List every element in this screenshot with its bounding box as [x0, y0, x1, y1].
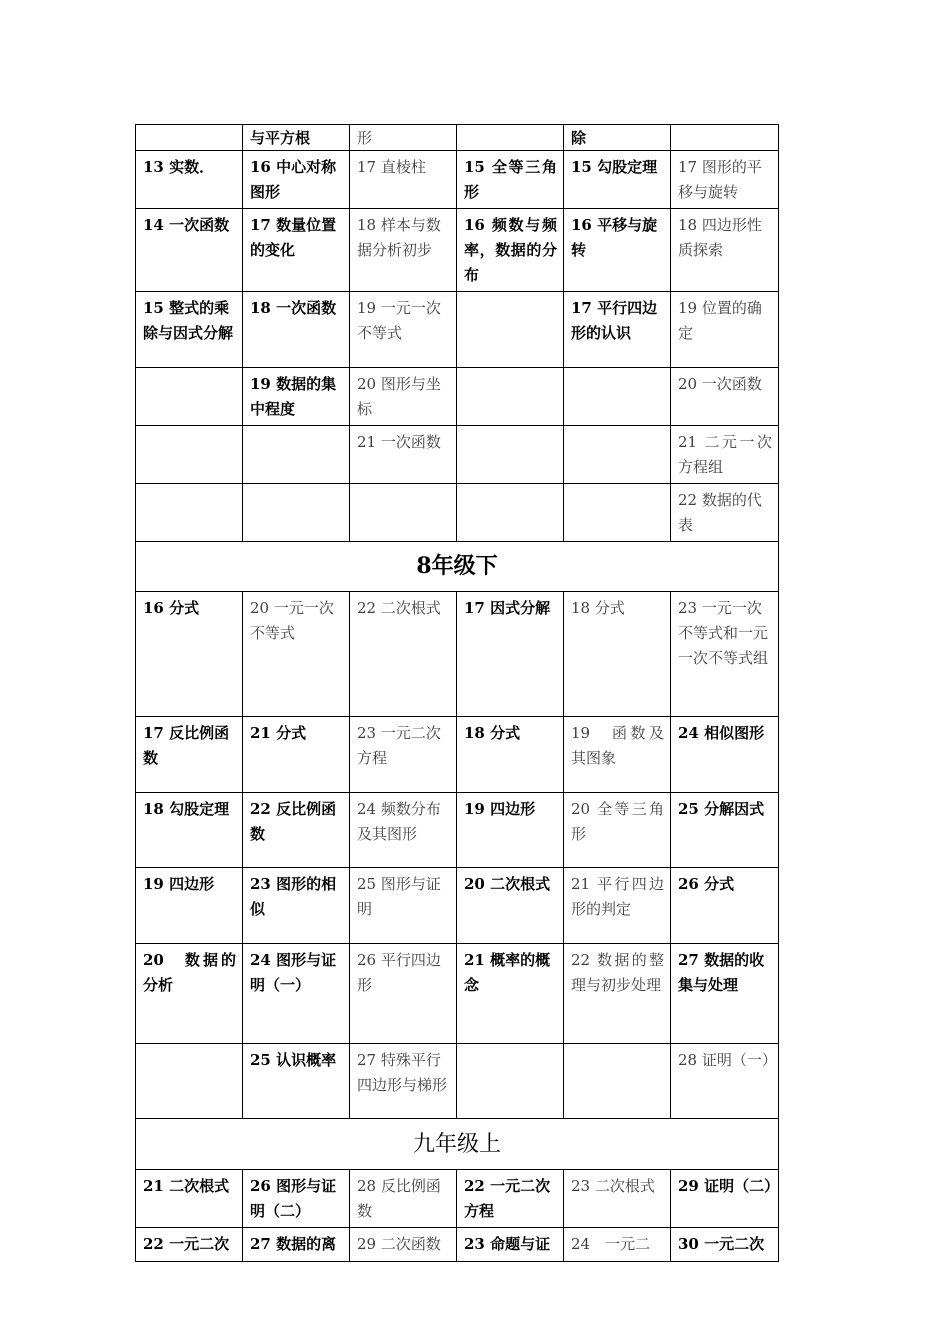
table-cell: 19 函数及其图象 [564, 717, 671, 793]
table-cell: 19 数据的集中程度 [243, 368, 350, 426]
table-cell: 18 分式 [457, 717, 564, 793]
table-row [136, 592, 779, 717]
table-row [136, 1170, 779, 1228]
table-row [136, 292, 779, 368]
table-row [136, 125, 779, 151]
table-cell: 22 一元二次 [136, 1228, 243, 1262]
table-row [136, 793, 779, 868]
table-cell: 22 数据的代表 [671, 484, 779, 542]
table-cell: 25 分解因式 [671, 793, 779, 868]
table-cell: 17 平行四边形的认识 [564, 292, 671, 368]
table-cell: 17 因式分解 [457, 592, 564, 717]
table-cell: 23 二次根式 [564, 1170, 671, 1228]
table-cell: 24 频数分布及其图形 [350, 793, 457, 868]
table-cell: 28 证明（一） [671, 1044, 779, 1119]
table-row [136, 1044, 779, 1119]
table-cell: 27 数据的收集与处理 [671, 944, 779, 1044]
table-cell [350, 484, 457, 542]
table-row [136, 484, 779, 542]
table-cell: 25 图形与证明 [350, 868, 457, 944]
table-cell: 13 实数． [136, 151, 243, 209]
table-cell: 23 一元一次不等式和一元一次不等式组 [671, 592, 779, 717]
table-cell: 15 整式的乘除与因式分解 [136, 292, 243, 368]
table-cell: 21 分式 [243, 717, 350, 793]
table-cell: 16 中心对称图形 [243, 151, 350, 209]
table-cell: 24 相似图形 [671, 717, 779, 793]
table-row [136, 426, 779, 484]
table-cell [243, 484, 350, 542]
table-cell: 20 一次函数 [671, 368, 779, 426]
table-row [136, 368, 779, 426]
table-cell [457, 1044, 564, 1119]
table-cell: 18 四边形性质探索 [671, 209, 779, 292]
table-cell [564, 1044, 671, 1119]
table-row [136, 209, 779, 292]
table-row [136, 944, 779, 1044]
table-cell [136, 1044, 243, 1119]
table-cell: 20 数据的分析 [136, 944, 243, 1044]
curriculum-table-body [136, 125, 779, 1262]
table-cell: 22 反比例函数 [243, 793, 350, 868]
table-cell [136, 426, 243, 484]
table-cell: 27 特殊平行四边形与梯形 [350, 1044, 457, 1119]
table-cell: 17 直棱柱 [350, 151, 457, 209]
table-cell [136, 368, 243, 426]
table-cell: 18 一次函数 [243, 292, 350, 368]
table-cell: 26 图形与证明（二） [243, 1170, 350, 1228]
table-cell: 22 二次根式 [350, 592, 457, 717]
table-cell [564, 368, 671, 426]
table-cell: 23 图形的相似 [243, 868, 350, 944]
table-cell: 20 一元一次不等式 [243, 592, 350, 717]
table-cell: 23 命题与证 [457, 1228, 564, 1262]
table-cell: 19 四边形 [457, 793, 564, 868]
table-cell: 16 分式 [136, 592, 243, 717]
table-cell: 20 全等三角形 [564, 793, 671, 868]
table-cell: 21 一次函数 [350, 426, 457, 484]
table-cell [136, 484, 243, 542]
table-cell: 17 图形的平移与旋转 [671, 151, 779, 209]
table-cell [457, 292, 564, 368]
table-cell: 除 [564, 125, 671, 151]
table-cell: 15 全等三角形 [457, 151, 564, 209]
curriculum-table [135, 124, 779, 1262]
table-cell: 15 勾股定理 [564, 151, 671, 209]
table-cell [243, 426, 350, 484]
table-cell [564, 426, 671, 484]
table-cell: 20 图形与坐标 [350, 368, 457, 426]
table-cell: 18 勾股定理 [136, 793, 243, 868]
section-header-row [136, 542, 779, 592]
table-cell: 17 反比例函数 [136, 717, 243, 793]
table-cell: 19 四边形 [136, 868, 243, 944]
table-cell: 21 平行四边形的判定 [564, 868, 671, 944]
table-cell: 19 位置的确定 [671, 292, 779, 368]
table-cell [671, 125, 779, 151]
table-cell: 29 证明（二） [671, 1170, 779, 1228]
table-cell: 21 二次根式 [136, 1170, 243, 1228]
table-cell: 与平方根 [243, 125, 350, 151]
table-cell: 16 频数与频率，数据的分布 [457, 209, 564, 292]
table-cell [457, 484, 564, 542]
table-cell [564, 484, 671, 542]
table-cell: 24 一元二 [564, 1228, 671, 1262]
table-cell: 30 一元二次 [671, 1228, 779, 1262]
section-title-grade9-upper: 九年级上 [136, 1119, 779, 1170]
table-cell: 23 一元二次方程 [350, 717, 457, 793]
table-cell: 28 反比例函数 [350, 1170, 457, 1228]
table-cell: 22 数据的整理与初步处理 [564, 944, 671, 1044]
table-cell: 形 [350, 125, 457, 151]
table-cell [136, 125, 243, 151]
table-cell: 26 分式 [671, 868, 779, 944]
table-cell: 19 一元一次不等式 [350, 292, 457, 368]
table-row [136, 151, 779, 209]
section-title-grade8-lower: 8年级下 [136, 542, 779, 592]
table-cell: 29 二次函数 [350, 1228, 457, 1262]
section-header-row [136, 1119, 779, 1170]
table-cell: 17 数量位置的变化 [243, 209, 350, 292]
table-row [136, 868, 779, 944]
table-cell: 21 概率的概念 [457, 944, 564, 1044]
table-row [136, 717, 779, 793]
table-cell [457, 125, 564, 151]
table-cell: 22 一元二次方程 [457, 1170, 564, 1228]
table-cell [457, 368, 564, 426]
table-cell [457, 426, 564, 484]
table-cell: 16 平移与旋转 [564, 209, 671, 292]
table-cell: 18 样本与数据分析初步 [350, 209, 457, 292]
table-cell: 27 数据的离 [243, 1228, 350, 1262]
table-cell: 26 平行四边形 [350, 944, 457, 1044]
table-cell: 18 分式 [564, 592, 671, 717]
table-row [136, 1228, 779, 1262]
table-cell: 20 二次根式 [457, 868, 564, 944]
table-cell: 24 图形与证明（一） [243, 944, 350, 1044]
table-cell: 21 二元一次方程组 [671, 426, 779, 484]
table-cell: 25 认识概率 [243, 1044, 350, 1119]
table-cell: 14 一次函数 [136, 209, 243, 292]
